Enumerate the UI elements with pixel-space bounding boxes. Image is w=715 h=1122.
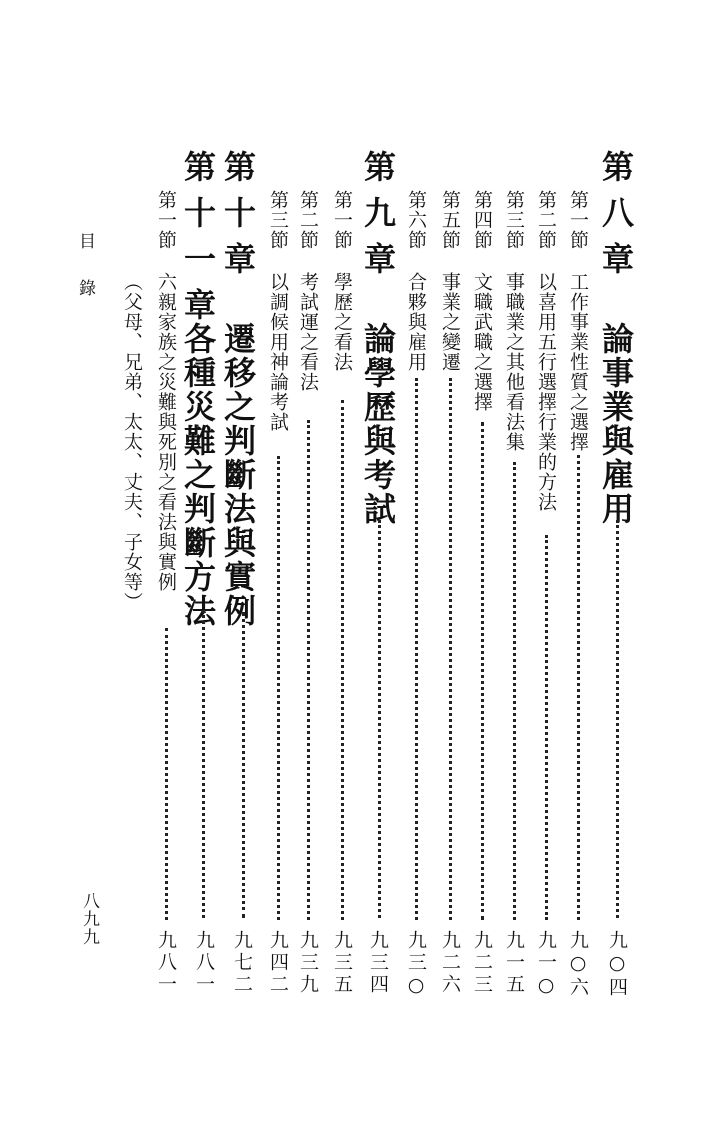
ch8-sec3-title: 事職業之其他看法集 [503,272,525,452]
chapter-11-title: 各種災難之判斷方法 [179,322,217,628]
folio: 八九九 [79,892,99,946]
ch8-sec5-leader [449,378,454,920]
ch11-sec1-label: 第一節 [155,190,177,250]
ch8-sec6-leader [415,378,420,920]
section-note: （父母、兄弟、太太、丈夫、子女等） [121,272,143,612]
ch8-sec2-leader [545,535,550,920]
ch8-sec2-page: 九一○ [535,930,557,999]
ch8-sec6-title: 合夥與雇用 [405,272,427,372]
ch9-sec1-title: 學歷之看法 [331,272,353,372]
ch8-sec4-label: 第四節 [471,190,493,250]
chapter-10-page: 九七二 [231,930,253,996]
ch11-sec1-title: 六親家族之災難與死別之看法與實例 [155,272,177,592]
chapter-9-page: 九三四 [367,930,389,996]
chapter-10-label: 第十章 [219,150,257,288]
ch8-sec4-title: 文職武職之選擇 [471,272,493,412]
ch9-sec2-page: 九三九 [297,930,319,996]
chapter-10-leader [242,612,247,918]
chapter-8-leader [616,520,621,918]
ch9-sec1-page: 九三五 [331,930,353,996]
ch8-sec4-leader [481,422,486,920]
chapter-11-label: 第十一章 [179,150,217,334]
chapter-10-title: 遷移之判斷法與實例 [219,322,257,628]
ch8-sec5-title: 事業之變遷 [439,272,461,372]
ch9-sec3-title: 以調候用神論考試 [267,272,289,432]
ch8-sec1-page: 九○六 [567,930,589,999]
ch8-sec2-label: 第二節 [535,190,557,250]
ch11-sec1-page: 九八一 [155,930,177,996]
ch9-sec1-label: 第一節 [331,190,353,250]
ch9-sec3-page: 九四二 [267,930,289,996]
ch8-sec2-title: 以喜用五行選擇行業的方法 [535,272,557,512]
ch9-sec1-leader [341,400,346,920]
chapter-9-leader [378,520,383,918]
chapter-9-label: 第九章 [359,150,397,288]
ch8-sec3-leader [513,462,518,920]
ch8-sec5-label: 第五節 [439,190,461,250]
ch8-sec1-leader [577,455,582,920]
chapter-8-title: 論事業與雇用 [597,322,635,526]
running-head: 目錄 [75,232,95,326]
ch9-sec3-label: 第三節 [267,190,289,250]
ch9-sec2-label: 第二節 [297,190,319,250]
ch9-sec2-leader [307,420,312,920]
ch8-sec1-title: 工作事業性質之選擇 [567,272,589,452]
ch8-sec3-label: 第三節 [503,190,525,250]
ch8-sec1-label: 第一節 [567,190,589,250]
ch8-sec5-page: 九二六 [439,930,461,996]
ch9-sec3-leader [277,456,282,920]
ch8-sec4-page: 九二三 [471,930,493,996]
ch8-sec6-label: 第六節 [405,190,427,250]
chapter-11-leader [202,610,207,918]
chapter-8-label: 第八章 [597,150,635,288]
ch8-sec3-page: 九一五 [503,930,525,996]
ch11-sec1-leader [165,628,170,920]
ch9-sec2-title: 考試運之看法 [297,272,319,392]
chapter-8-page: 九○四 [606,930,628,999]
chapter-11-page: 九八一 [193,930,215,996]
ch8-sec6-page: 九三○ [405,930,427,999]
chapter-9-title: 論學歷與考試 [359,322,397,526]
